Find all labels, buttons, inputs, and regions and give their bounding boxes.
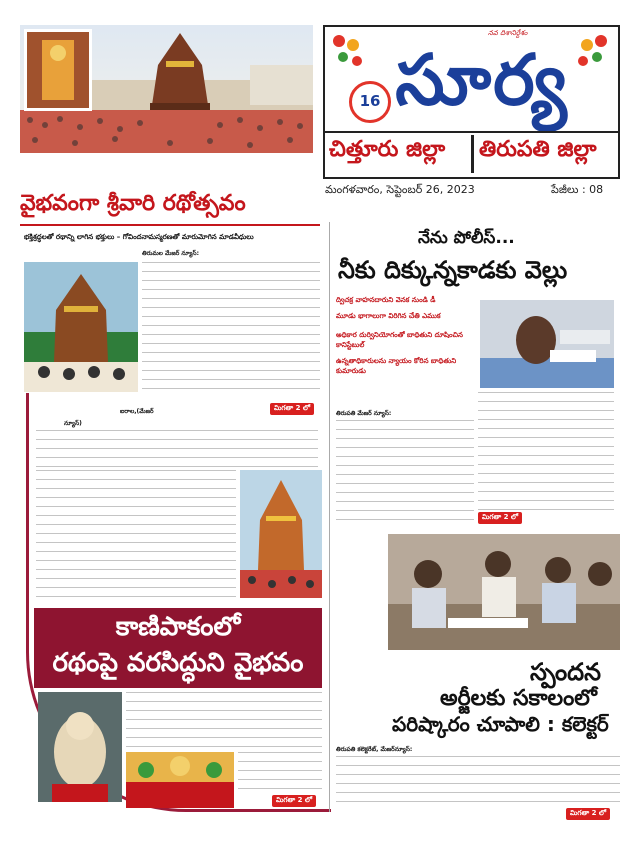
flower-decoration-left <box>329 31 367 79</box>
story1-subhead: భక్తిశ్రద్ధలతో రథాన్ని లాగిన భక్తులు – గోవిందనామస్మరణతో మారుమోగిన మాడవీధులు <box>24 233 254 241</box>
story1-headline: వైభవంగా శ్రీవారి రథోత్సవం <box>20 191 246 216</box>
story3-body-text-end <box>238 752 322 792</box>
story2-body-text-left <box>336 420 474 520</box>
story1-continue-badge: మిగతా 2 లో <box>270 403 314 415</box>
story3-headline-line1: కాణిపాకంలో <box>115 612 241 642</box>
collector-meeting-photo <box>388 534 620 650</box>
story2-body-text-right <box>478 392 614 512</box>
story2-headline: నీకు దిక్కున్నకాడకు వెల్లు <box>338 256 568 284</box>
story4-body-text <box>336 756 620 806</box>
story2-kicker: నేను పోలీస్... <box>418 228 515 248</box>
masthead <box>323 25 620 208</box>
edition-left: చిత్తూరు జిల్లా <box>329 137 446 162</box>
chariot-photo <box>24 262 138 392</box>
edition-strip <box>325 131 618 177</box>
story4-headline-line2: అర్జీలకు సకాలంలో <box>440 686 597 711</box>
story3-continue-badge: మిగతా 2 లో <box>272 795 316 807</box>
masthead-tagline: నవ దిశానిర్దేశం <box>488 29 528 37</box>
story4-headline-line1: స్పందన <box>530 658 601 686</box>
column-divider <box>329 222 330 812</box>
story4-headline-line3: పరిష్కారం చూపాలి : కలెక్టర్ <box>392 712 609 736</box>
edition-divider <box>471 135 474 173</box>
rath-festival-photo <box>20 25 313 153</box>
story2-bullet-3: అధికార దుర్వినియోగంతో బాధితుని దూషించిన కానిస్టేబుల్ <box>336 331 463 349</box>
ganesha-idol-photo <box>38 692 122 802</box>
story2-dateline: తిరుపతి మేజర్ న్యూస్: <box>336 410 392 417</box>
story1-body-text <box>142 262 320 390</box>
story3-headline-line2: రథంపై వరసిద్ధుని వైభవం <box>52 648 304 678</box>
story2-bullet-1: ద్విచక్ర వాహనదారుని వెనక నుండి డీ <box>336 296 436 304</box>
date-line: మంగళవారం, సెప్టెంబర్ 26, 2023 <box>325 183 475 196</box>
story2-bullet-4: ఉన్నతాధికారులను న్యాయం కోరిన బాధితుని కుమారుడు <box>336 357 457 375</box>
page-count: పేజీలు : 08 <box>551 183 604 196</box>
story2-continue-badge: మిగతా 2 లో <box>478 512 522 524</box>
story1-rule <box>20 224 320 226</box>
story4-dateline: తిరుపతి కలెక్టరేట్, మేజర్‌న్యూస్: <box>336 746 413 753</box>
anniversary-number: 16 <box>359 92 381 110</box>
story3-body-text-left <box>36 470 236 600</box>
kanipakam-chariot-photo <box>240 470 322 598</box>
story1-dateline: తిరుమల మేజర్ న్యూస్: <box>142 250 199 257</box>
story3-subkicker: న్యూస్) <box>64 420 82 427</box>
story4-continue-badge: మిగతా 2 లో <box>566 808 610 820</box>
story3-body-text-bottom <box>126 692 322 748</box>
story3-headline-box <box>34 608 322 688</box>
masthead-title: సూర్య <box>395 39 569 121</box>
story3-body-text-top <box>36 430 318 470</box>
story3-kicker: ఐరాల,(మేజర్ <box>120 408 154 415</box>
temple-decoration-photo <box>126 752 234 808</box>
edition-right: తిరుపతి జిల్లా <box>479 137 597 162</box>
story2-bullet-2: మూడు భాగాలుగా విరిగిన చేతి ఎముక <box>336 312 441 320</box>
flower-decoration-right <box>573 31 613 79</box>
anniversary-badge <box>349 81 391 123</box>
injured-victim-photo <box>480 300 614 388</box>
